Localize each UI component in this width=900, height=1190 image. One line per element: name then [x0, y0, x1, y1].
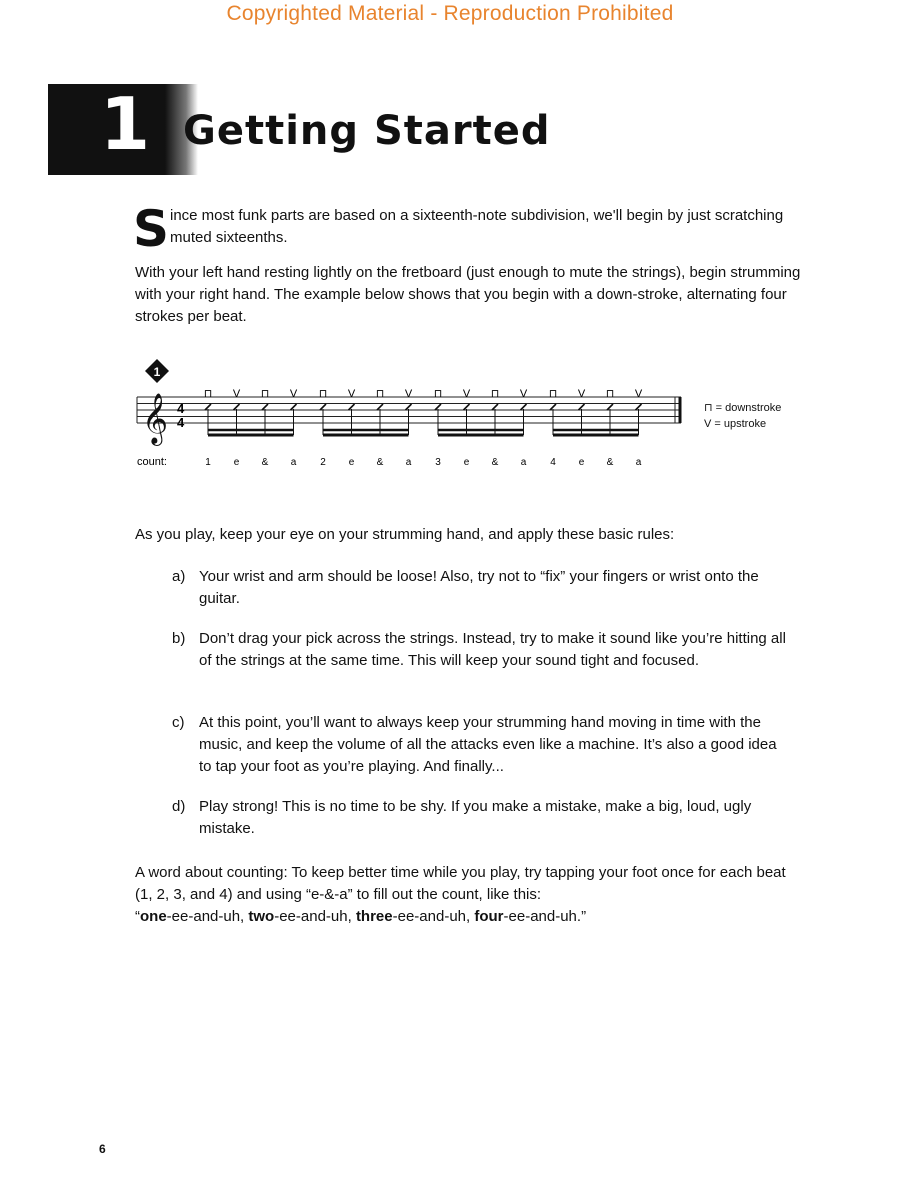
treble-clef: 𝄞 — [142, 394, 169, 443]
rule-letter: c) — [172, 714, 185, 731]
stroke-mark: ⊓ — [548, 388, 558, 400]
rule-text: Don’t drag your pick across the strings. Instead, try to make it sound like you’re hitting all of the strings at the same time. This will keep your sound tight and focused. — [199, 630, 786, 669]
stroke-mark: V — [519, 388, 528, 400]
stroke-marks — [204, 388, 643, 400]
stroke-mark: ⊓ — [433, 388, 443, 400]
count-mark: 3 — [435, 457, 441, 468]
count-mark: a — [405, 457, 412, 468]
counting-text: A word about counting: To keep better time while you play, try tapping your foot once for each beat (1, 2, 3, and 4) and using “e-&-a” to fill out the count, like this: — [135, 864, 786, 903]
stroke-mark: ⊓ — [375, 388, 385, 400]
stroke-mark: V — [462, 388, 471, 400]
intro-paragraph: ince most funk parts are based on a sixteenth-note subdivision, we'll begin by just scratching muted sixteenths. — [170, 207, 784, 246]
stroke-mark: V — [289, 388, 298, 400]
count-row — [205, 457, 642, 468]
counting-open-quote: “ — [135, 908, 140, 925]
chapter-number: 1 — [100, 82, 151, 166]
legend-upstroke: V = upstroke — [704, 418, 767, 430]
count-word-two: two — [248, 908, 275, 925]
time-signature-top: 4 — [177, 401, 185, 416]
count-mark: 1 — [205, 457, 211, 468]
stroke-mark: V — [577, 388, 586, 400]
stroke-mark: V — [404, 388, 413, 400]
rule-d — [172, 796, 792, 840]
count-suffix: -ee-and-uh, — [166, 908, 249, 925]
stroke-mark: ⊓ — [605, 388, 615, 400]
stroke-mark: ⊓ — [203, 388, 213, 400]
rule-text: At this point, you’ll want to always keep your strumming hand moving in time with the music, and keep the volume of all the attacks even like a machine. It’s also a good idea to tap your foot as you’re playing. And finally... — [199, 714, 777, 775]
page-number: 6 — [99, 1142, 106, 1156]
count-mark: & — [376, 457, 384, 468]
stroke-mark: ⊓ — [260, 388, 270, 400]
count-mark: e — [348, 457, 355, 468]
rules-intro: As you play, keep your eye on your strumming hand, and apply these basic rules: — [135, 526, 675, 543]
count-mark: e — [578, 457, 585, 468]
stroke-mark: ⊓ — [318, 388, 328, 400]
stroke-mark: V — [232, 388, 241, 400]
chapter-title: Getting Started — [183, 108, 551, 154]
count-mark: & — [261, 457, 269, 468]
rule-a — [172, 566, 792, 610]
count-suffix: -ee-and-uh, — [274, 908, 356, 925]
count-mark: a — [635, 457, 642, 468]
count-mark: a — [520, 457, 527, 468]
rule-text: Your wrist and arm should be loose! Also, try not to “fix” your fingers or wrist onto the guitar. — [199, 568, 759, 607]
stroke-mark: V — [347, 388, 356, 400]
count-mark: & — [606, 457, 614, 468]
rule-letter: b) — [172, 630, 186, 647]
rule-c — [172, 712, 792, 778]
count-suffix: -ee-and-uh, — [392, 908, 475, 925]
time-signature-bottom: 4 — [177, 415, 185, 430]
count-mark: e — [233, 457, 240, 468]
count-mark: & — [491, 457, 499, 468]
strumming-paragraph: With your left hand resting lightly on the fretboard (just enough to mute the strings), begin strumming with your right hand. The example below shows that you begin with a down-stroke, alternating four strokes per beat. — [135, 264, 801, 325]
rule-b — [172, 628, 792, 672]
rule-text: Play strong! This is no time to be shy. If you make a mistake, make a big, loud, ugly mistake. — [199, 798, 752, 837]
copyright-watermark: Copyrighted Material - Reproduction Prohibited — [226, 2, 674, 25]
stroke-mark: V — [634, 388, 643, 400]
count-mark: 2 — [320, 457, 326, 468]
count-suffix: -ee-and-uh.” — [503, 908, 587, 925]
count-word-four: four — [474, 908, 504, 925]
counting-paragraph — [135, 862, 805, 928]
stroke-mark: ⊓ — [490, 388, 500, 400]
count-mark: a — [290, 457, 297, 468]
sixteenth-notes — [205, 404, 642, 435]
count-mark: 4 — [550, 457, 556, 468]
legend-downstroke: ⊓ = downstroke — [704, 402, 782, 414]
count-mark: e — [463, 457, 470, 468]
count-word-three: three — [355, 908, 393, 925]
rule-letter: a) — [172, 568, 186, 585]
count-word-one: one — [140, 908, 167, 925]
rule-letter: d) — [172, 798, 186, 815]
count-label: count: — [137, 456, 167, 468]
drop-cap: S — [133, 200, 170, 258]
example-number-badge — [145, 359, 169, 383]
example-number: 1 — [153, 365, 161, 379]
